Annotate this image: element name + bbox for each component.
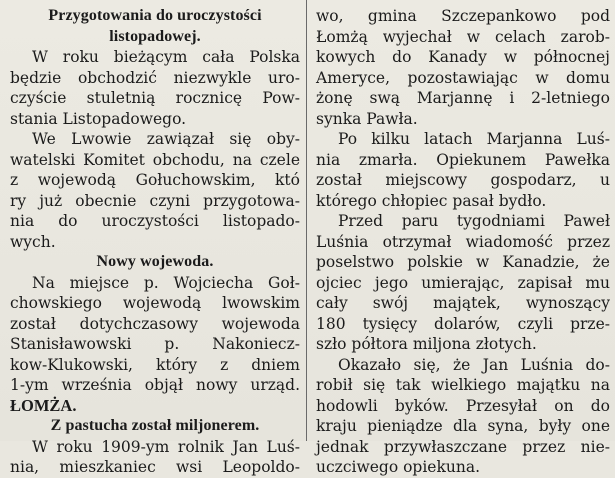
text-line: z wojewodą Gołuchowskim, któ xyxy=(10,171,300,189)
paragraph-last-line: stania Listopadowego. xyxy=(10,109,187,128)
text-line: chowskiego wojewodą lwowskim xyxy=(10,294,300,312)
section-heading: Nowy wojewoda. xyxy=(96,253,214,270)
text-line: czyście stuletnią rocznicę Pow- xyxy=(10,89,300,107)
left-column-lines xyxy=(10,6,300,478)
text-line: nia, mieszkaniec wsi Leopoldo- xyxy=(10,458,300,476)
text-line: ojciec jego umierając, zapisał mu xyxy=(316,273,610,292)
paragraph-last-line: szło półtora miljona złotych. xyxy=(316,335,537,353)
text-line: cały swój majątek, wynoszący xyxy=(316,294,610,312)
paragraph-last-line: uczciwego opiekuna. xyxy=(316,458,480,476)
text-line: poselstwo polskie w Kanadzie, że xyxy=(316,253,610,271)
left-column xyxy=(10,0,300,478)
text-line: jednak przywłaszczane przez nie- xyxy=(316,437,610,456)
column-divider xyxy=(306,0,307,441)
text-line: Luśnia otrzymał wiadomość przez xyxy=(316,232,610,251)
right-column xyxy=(316,0,610,478)
paragraph-first-line: Na miejsce p. Wojciecha Goł- xyxy=(32,273,300,292)
text-line: watelski Komitet obchodu, na czele xyxy=(10,150,300,169)
paragraph-first-line: W roku bieżącym cała Polska xyxy=(32,48,300,66)
text-line: hodowli byków. Przesyłał on do xyxy=(316,396,610,415)
paragraph-first-line: Przed paru tygodniami Paweł xyxy=(338,212,610,230)
region-heading: ŁOMŻA. xyxy=(10,395,77,415)
text-line: wo, gmina Szczepankowo pod xyxy=(316,7,610,25)
text-line: został miejscowy gospodarz, u xyxy=(316,171,610,189)
text-line: Stanisławowski p. Nakoniecz- xyxy=(10,335,300,353)
text-line: ry już obecnie czyni przygotowa- xyxy=(10,191,300,210)
text-line: nia do uroczystości listopado- xyxy=(10,212,300,230)
paragraph-first-line: We Lwowie zawiązał się oby- xyxy=(32,130,300,148)
text-line: żonę swą Marjannę i 2-letniego xyxy=(316,89,610,107)
text-line: będzie obchodzić niezwykle uro- xyxy=(10,68,300,87)
paragraph-last-line: wych. xyxy=(10,232,56,251)
paragraph-first-line: Okazało się, że Jan Luśnia do- xyxy=(338,355,610,374)
section-heading: Przygotowania do uroczystości xyxy=(48,7,262,24)
right-column-lines xyxy=(316,6,610,478)
section-heading: listopadowej. xyxy=(109,27,201,45)
text-line: Ameryce, pozostawiając w domu xyxy=(316,68,610,87)
text-line: nia zmarła. Opiekunem Pawełka xyxy=(316,150,610,169)
text-line: kraju pieniądze dla syna, były one xyxy=(316,417,610,435)
text-line: Łomżą wyjechał w celach zarob- xyxy=(316,27,610,46)
text-line: 1-ym września objął nowy urząd. xyxy=(10,376,300,394)
paragraph-first-line: Po kilku latach Marjanna Luś- xyxy=(338,130,610,148)
paragraph-last-line: którego chłopiec pasał bydło. xyxy=(316,191,547,210)
text-line: kow-Klukowski, który z dniem xyxy=(10,355,300,374)
text-line: kowych do Kanady w północnej xyxy=(316,48,610,66)
text-line: został dotychczasowy wojewoda xyxy=(10,314,300,333)
section-heading: Z pastucha został miljonerem. xyxy=(50,417,260,434)
paragraph-last-line: synka Pawła. xyxy=(316,109,418,128)
text-line: robił się tak wielkiego majątku na xyxy=(316,376,610,394)
paragraph-first-line: W roku 1909-ym rolnik Jan Luś- xyxy=(32,437,300,456)
text-line: 180 tysięcy dolarów, czyli prze- xyxy=(316,314,610,333)
